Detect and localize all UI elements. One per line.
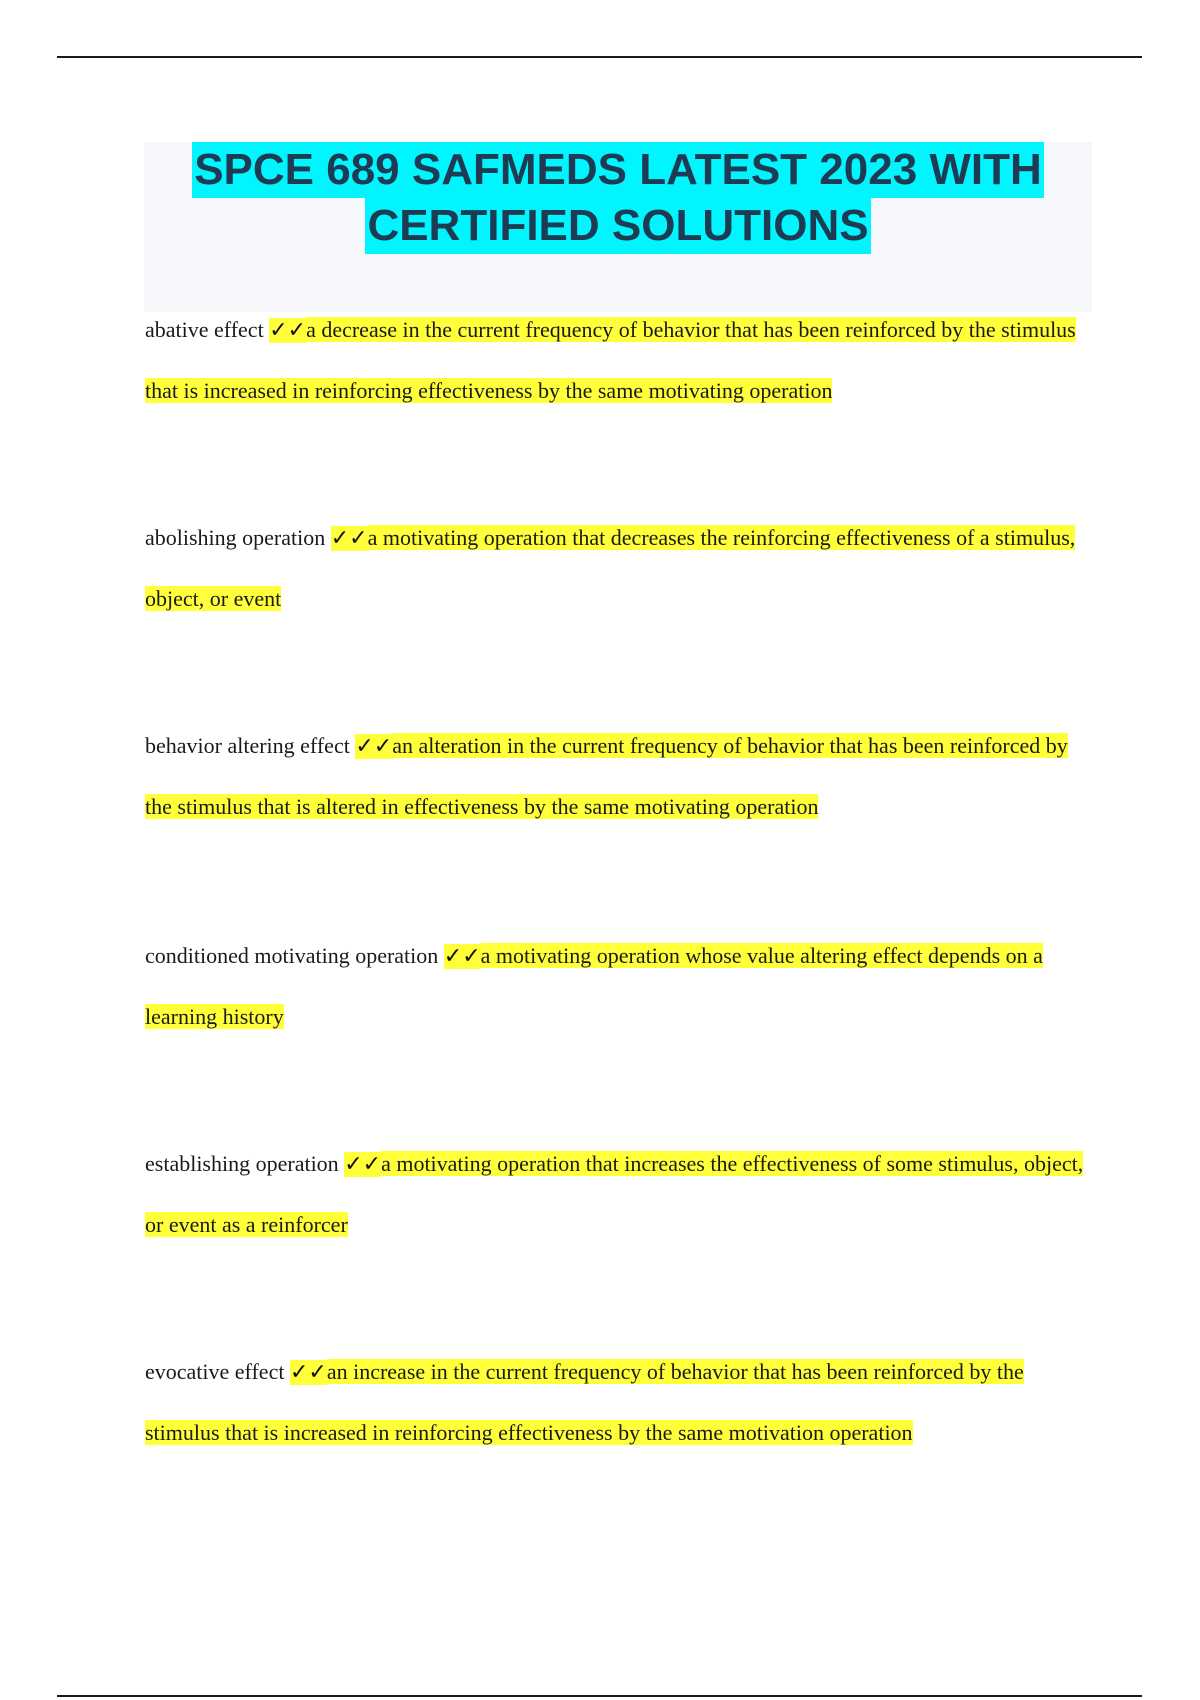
title-line-2: CERTIFIED SOLUTIONS bbox=[365, 198, 870, 254]
flashcard-entry bbox=[145, 508, 1085, 629]
flashcard-entry bbox=[145, 300, 1085, 421]
double-check-icon: ✓✓ bbox=[289, 1360, 327, 1385]
flashcard-entry bbox=[145, 716, 1085, 837]
double-check-icon: ✓✓ bbox=[269, 318, 307, 343]
entry-definition: a motivating operation that decreases the reinforcing effectiveness of a stimulus, object, or event bbox=[145, 525, 1076, 611]
flashcard-entry bbox=[145, 1134, 1085, 1255]
entry-definition: a decrease in the current frequency of behavior that has been reinforced by the stimulus that is increased in reinforcing effectiveness by the same motivating operation bbox=[145, 317, 1076, 403]
flashcard-entry bbox=[145, 1342, 1085, 1463]
entry-definition: an increase in the current frequency of behavior that has been reinforced by the stimulus that is increased in reinforcing effectiveness by the same motivation operation bbox=[145, 1359, 1024, 1445]
double-check-icon: ✓✓ bbox=[344, 1152, 382, 1177]
entry-term: behavior altering effect bbox=[145, 733, 350, 758]
title-line-1: SPCE 689 SAFMEDS LATEST 2023 WITH bbox=[192, 142, 1044, 198]
entry-definition: a motivating operation that increases the effectiveness of some stimulus, object, or event as a reinforcer bbox=[145, 1151, 1084, 1237]
entry-term: establishing operation bbox=[145, 1151, 339, 1176]
entry-term: abolishing operation bbox=[145, 525, 326, 550]
entry-definition: an alteration in the current frequency of behavior that has been reinforced by the stimulus that is altered in effectiveness by the same motivating operation bbox=[145, 733, 1068, 819]
double-check-icon: ✓✓ bbox=[443, 944, 481, 969]
flashcard-entry bbox=[145, 926, 1085, 1047]
entry-term: evocative effect bbox=[145, 1359, 285, 1384]
footer-rule bbox=[57, 1695, 1142, 1697]
entry-term: abative effect bbox=[145, 317, 264, 342]
document-title bbox=[144, 142, 1092, 312]
header-rule bbox=[57, 56, 1142, 58]
double-check-icon: ✓✓ bbox=[330, 526, 368, 551]
entry-definition: a motivating operation whose value altering effect depends on a learning history bbox=[145, 943, 1043, 1029]
double-check-icon: ✓✓ bbox=[355, 734, 393, 759]
entry-term: conditioned motivating operation bbox=[145, 943, 439, 968]
